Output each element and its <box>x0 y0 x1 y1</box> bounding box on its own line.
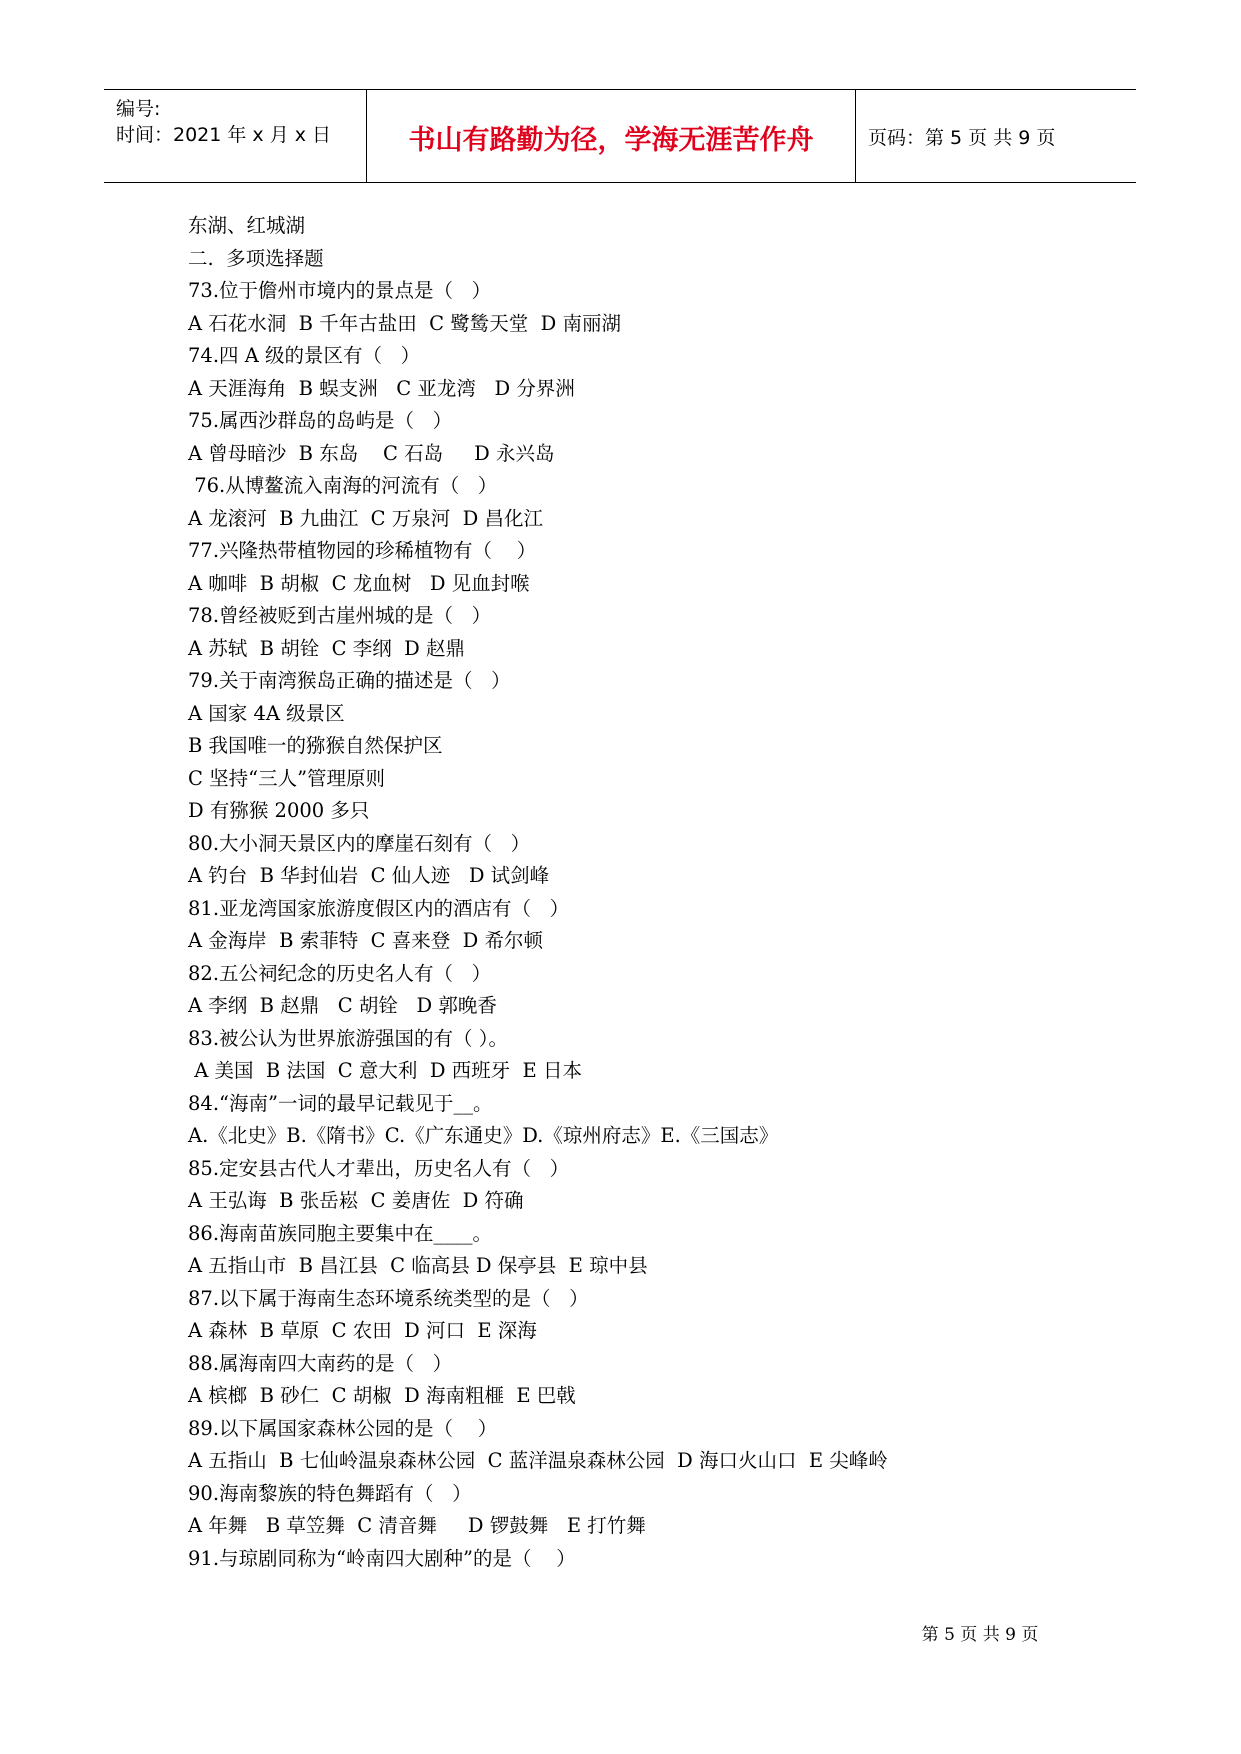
text-line: 73.位于儋州市境内的景点是（ ） <box>188 279 492 302</box>
text-line: A 咖啡 B 胡椒 C 龙血树 D 见血封喉 <box>188 571 530 595</box>
text-line: A 钓台 B 华封仙岩 C 仙人迹 D 试剑峰 <box>188 864 550 887</box>
text-line: A 龙滚河 B 九曲江 C 万泉河 D 昌化江 <box>188 506 543 530</box>
text-line: 78.曾经被贬到古崖州城的是（ ） <box>188 604 492 627</box>
question-list <box>188 210 1088 1575</box>
text-line: 东湖、红城湖 <box>188 214 306 237</box>
text-line: A 天涯海角 B 蜈支洲 C 亚龙湾 D 分界洲 <box>188 376 575 400</box>
header-motto-cell <box>366 90 856 182</box>
text-line: 86.海南苗族同胞主要集中在____。 <box>188 1221 493 1245</box>
time-label: 时间：2021 年 x 月 x 日 <box>116 124 332 146</box>
text-line: 81.亚龙湾国家旅游度假区内的酒店有（ ） <box>188 896 570 920</box>
text-line: A 苏轼 B 胡铨 C 李纲 D 赵鼎 <box>188 636 465 660</box>
text-line: 83.被公认为世界旅游强国的有（ ）。 <box>188 1026 508 1050</box>
header-page-cell <box>856 90 1136 182</box>
text-line: 79.关于南湾猴岛正确的描述是（ ） <box>188 669 511 692</box>
text-line: 80.大小洞天景区内的摩崖石刻有（ ） <box>188 831 531 855</box>
text-line: A 五指山 B 七仙岭温泉森林公园 C 蓝洋温泉森林公园 D 海口火山口 E 尖峰岭 <box>188 1449 888 1472</box>
text-line: A 美国 B 法国 C 意大利 D 西班牙 E 日本 <box>188 1059 582 1082</box>
text-line: A 森林 B 草原 C 农田 D 河口 E 深海 <box>188 1319 537 1342</box>
text-line: 85.定安县古代人才辈出，历史名人有（ ） <box>188 1156 570 1180</box>
document-header <box>104 89 1136 183</box>
text-line: 74.四 A 级的景区有（ ） <box>188 344 421 367</box>
page-code: 页码：第 5 页 共 9 页 <box>868 127 1056 149</box>
text-line: 二. 多项选择题 <box>188 246 324 270</box>
text-line: A 国家 4A 级景区 <box>188 701 345 725</box>
text-line: A.《北史》B.《隋书》C.《广东通史》D.《琼州府志》E.《三国志》 <box>188 1124 779 1147</box>
page-footer: 第 5 页 共 9 页 <box>921 1625 1039 1645</box>
text-line: A 槟榔 B 砂仁 C 胡椒 D 海南粗榧 E 巴戟 <box>188 1384 576 1407</box>
header-meta-cell <box>104 90 366 182</box>
text-line: 84.“海南”一词的最早记载见于__。 <box>188 1091 493 1115</box>
text-line: 82.五公祠纪念的历史名人有（ ） <box>188 961 492 985</box>
text-line: D 有猕猴 2000 多只 <box>188 799 370 822</box>
text-line: 89.以下属国家森林公园的是（ ） <box>188 1416 498 1440</box>
text-line: 87.以下属于海南生态环境系统类型的是（ ） <box>188 1286 589 1310</box>
number-label: 编号: <box>116 98 161 120</box>
text-line: 77.兴隆热带植物园的珍稀植物有（ ） <box>188 539 537 562</box>
text-line: A 年舞 B 草笠舞 C 清音舞 D 锣鼓舞 E 打竹舞 <box>188 1514 646 1537</box>
text-line: A 石花水洞 B 千年古盐田 C 鹭鸶天堂 D 南丽湖 <box>188 311 621 335</box>
text-line: A 李纲 B 赵鼎 C 胡铨 D 郭晚香 <box>188 994 497 1017</box>
motto: 书山有路勤为径，学海无涯苦作舟 <box>408 125 814 156</box>
text-line: 76.从博鳌流入南海的河流有（ ） <box>188 474 498 497</box>
text-line: 91.与琼剧同称为“岭南四大剧种”的是（ ） <box>188 1546 576 1570</box>
text-line: A 五指山市 B 昌江县 C 临高县 D 保亭县 E 琼中县 <box>188 1254 648 1277</box>
text-line: B 我国唯一的猕猴自然保护区 <box>188 734 443 757</box>
text-line: 75.属西沙群岛的岛屿是（ ） <box>188 409 453 432</box>
text-line: A 曾母暗沙 B 东岛 C 石岛 D 永兴岛 <box>188 441 555 465</box>
text-line: 88.属海南四大南药的是（ ） <box>188 1351 453 1375</box>
text-line: A 金海岸 B 索菲特 C 喜来登 D 希尔顿 <box>188 929 543 952</box>
text-line: A 王弘诲 B 张岳崧 C 姜唐佐 D 符确 <box>188 1189 524 1212</box>
text-line: 90.海南黎族的特色舞蹈有（ ） <box>188 1481 472 1505</box>
text-line: C 坚持“三人”管理原则 <box>188 766 386 790</box>
